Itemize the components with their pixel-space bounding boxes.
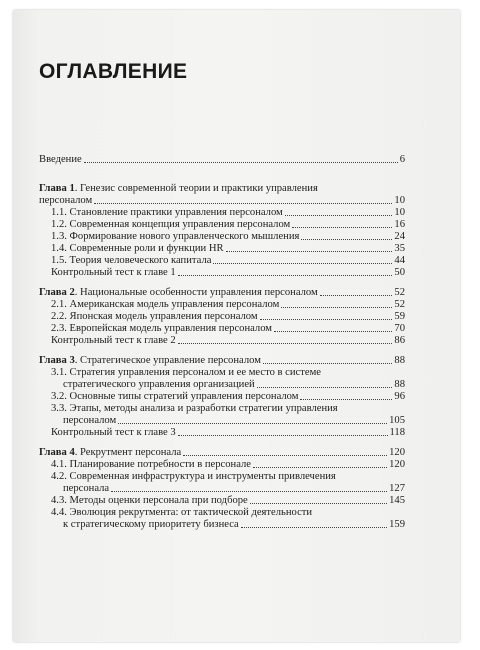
toc-page-number: 52 [394, 287, 405, 298]
toc-page-number: 88 [394, 355, 405, 366]
toc-line [39, 183, 405, 195]
toc-line [51, 311, 405, 323]
toc-page-number: 6 [399, 154, 405, 165]
toc-entry [39, 311, 405, 323]
dot-leader [257, 387, 393, 388]
toc-entry-text [51, 231, 299, 243]
dot-leader [226, 251, 393, 252]
chapter-title: Национальные особенности управления персоналом [80, 287, 318, 298]
toc-entry-text [51, 255, 211, 267]
section-title: 1.1. Становление практики управления персоналом [51, 207, 283, 218]
toc-entry-text [51, 495, 248, 507]
chapter-label: Глава 3 [39, 355, 75, 366]
toc-line [51, 403, 405, 415]
toc-entry-text: Глава 3. Стратегическое управление персоналом [39, 355, 261, 366]
section-title: 4.4. Эволюция рекрутмента: от тактической деятельности [51, 507, 313, 518]
dot-leader [183, 455, 387, 456]
toc-line [39, 287, 405, 299]
dot-leader [84, 162, 398, 163]
section-title: 1.2. Современная концепция управления персоналом [51, 219, 291, 230]
toc-entry-text [51, 323, 272, 335]
toc-entry-text [51, 459, 251, 471]
toc-entry-text [51, 311, 258, 323]
section-title: 4.3. Методы оценки персонала при подборе [51, 495, 248, 506]
chapter-title: Генезис современной теории и практики управления [80, 183, 318, 194]
toc-page-number: 120 [389, 459, 405, 470]
toc-page-number: 24 [394, 231, 405, 242]
toc-entry-text [63, 379, 255, 391]
toc-entry [39, 507, 405, 531]
toc-entry-text [51, 403, 338, 414]
toc-page-number: 145 [389, 495, 405, 506]
toc-page-number: 35 [394, 243, 405, 254]
chapter-title: персоналом [39, 195, 93, 206]
section-title: 1.5. Теория человеческого капитала [51, 255, 212, 266]
section-title: Контрольный тест к главе 3 [51, 427, 176, 438]
toc-page-number: 86 [394, 335, 405, 346]
toc-line [51, 519, 405, 531]
section-title: персоналом [63, 415, 117, 426]
dot-leader [111, 491, 387, 492]
section-title: 3.2. Основные типы стратегий управления персоналом [51, 391, 299, 402]
toc-entry [39, 391, 405, 403]
toc-entry-text [51, 471, 336, 482]
toc-line [51, 299, 405, 311]
section-title: Контрольный тест к главе 2 [51, 335, 176, 346]
dot-leader [263, 363, 393, 364]
section-title: 4.1. Планирование потребности в персонале [51, 459, 251, 470]
dot-leader [241, 527, 387, 528]
toc-entry-text [51, 267, 176, 279]
toc-entry [39, 495, 405, 507]
toc-page-number: 127 [389, 483, 405, 494]
dot-leader [300, 399, 392, 400]
toc-entry-text: Глава 2. Национальные особенности управления персоналом [39, 287, 318, 298]
toc-line [51, 243, 405, 255]
section-title: стратегического управления организацией [63, 379, 255, 390]
toc-page-number: 59 [394, 311, 405, 322]
toc-entry-intro [39, 154, 405, 166]
toc-line [51, 459, 405, 471]
toc-entry [39, 219, 405, 231]
chapter-label: Глава 2 [39, 287, 75, 298]
toc-page-number: 120 [389, 447, 405, 458]
toc-page-number: 105 [389, 415, 405, 426]
toc-line [51, 379, 405, 391]
spacer [39, 166, 405, 175]
dot-leader [274, 331, 392, 332]
dot-leader [260, 319, 393, 320]
toc-entry-text [63, 519, 239, 531]
toc-line [39, 447, 405, 459]
chapter-label: Глава 1 [39, 183, 75, 194]
toc-page-number: 52 [394, 299, 405, 310]
toc-entry-text: Глава 1. Генезис современной теории и практики управления [39, 183, 318, 194]
chapter-block [39, 447, 405, 531]
toc-page-number: 96 [394, 391, 405, 402]
dot-leader [250, 503, 387, 504]
dot-leader [301, 239, 392, 240]
section-title: 1.3. Формирование нового управленческого мышления [51, 231, 300, 242]
toc-entry-text [51, 243, 224, 255]
toc-line [51, 367, 405, 379]
toc-line [51, 507, 405, 519]
toc-entry [39, 427, 405, 439]
toc-entry-text [39, 195, 92, 207]
book-page [13, 10, 460, 642]
chapter-block [39, 355, 405, 439]
toc-entry-text: Глава 4. Рекрутмент персонала [39, 447, 182, 458]
toc-page-number: 16 [394, 219, 405, 230]
toc-line [51, 231, 405, 243]
toc-entry [39, 323, 405, 335]
dot-leader [285, 215, 393, 216]
toc-line [51, 471, 405, 483]
toc-line [51, 323, 405, 335]
toc-entry-text [51, 219, 290, 231]
toc-line [51, 495, 405, 507]
chapter-block [39, 183, 405, 279]
section-title: 1.4. Современные роли и функции HR [51, 243, 224, 254]
section-title: 2.1. Американская модель управления персоналом [51, 299, 280, 310]
dot-leader [292, 227, 392, 228]
toc-page-number: 50 [394, 267, 405, 278]
toc-entry [39, 367, 405, 391]
toc-line [51, 335, 405, 347]
toc-line [51, 427, 405, 439]
toc-entry [39, 335, 405, 347]
dot-leader [178, 275, 393, 276]
chapter-heading [39, 447, 405, 459]
section-title: персонала [63, 483, 110, 494]
toc-entry [39, 471, 405, 495]
dot-leader [281, 307, 392, 308]
toc-page-number: 159 [389, 519, 405, 530]
toc-line [51, 207, 405, 219]
chapter-heading [39, 287, 405, 299]
toc-line [51, 391, 405, 403]
toc-page-number: 10 [394, 195, 405, 206]
toc-page-number: 70 [394, 323, 405, 334]
dot-leader [213, 263, 392, 264]
dot-leader [253, 467, 387, 468]
toc-page-number: 44 [394, 255, 405, 266]
toc-page-number: 88 [394, 379, 405, 390]
chapter-title: Рекрутмент персонала [80, 447, 182, 458]
toc-entry-text [51, 427, 176, 439]
page-title: ОГЛАВЛЕНИЕ [39, 60, 188, 83]
section-title: 4.2. Современная инфраструктура и инструменты привлечения [51, 471, 336, 482]
table-of-contents [39, 154, 405, 531]
toc-entry [39, 299, 405, 311]
section-title: 2.3. Европейская модель управления персоналом [51, 323, 273, 334]
section-title: к стратегическому приоритету бизнеса [63, 519, 239, 530]
chapter-list [39, 183, 405, 531]
section-title: 2.2. Японская модель управления персоналом [51, 311, 258, 322]
toc-line [51, 415, 405, 427]
chapter-label: Глава 4 [39, 447, 75, 458]
dot-leader [178, 343, 393, 344]
toc-page-number: 10 [394, 207, 405, 218]
toc-entry [39, 267, 405, 279]
toc-line [51, 219, 405, 231]
section-title: Контрольный тест к главе 1 [51, 267, 176, 278]
chapter-heading [39, 183, 405, 207]
dot-leader [118, 423, 387, 424]
toc-page-number: 118 [389, 427, 405, 438]
toc-entry-text [51, 367, 321, 378]
toc-entry [39, 459, 405, 471]
toc-entry-text [63, 483, 109, 495]
toc-entry-text [51, 335, 176, 347]
toc-entry [39, 231, 405, 243]
toc-entry [39, 403, 405, 427]
dot-leader [94, 203, 392, 204]
toc-entry-text [51, 299, 279, 311]
toc-line [51, 483, 405, 495]
toc-entry [39, 243, 405, 255]
chapter-block [39, 287, 405, 347]
dot-leader [320, 295, 393, 296]
toc-entry-text [63, 415, 116, 427]
chapter-title: Стратегическое управление персоналом [80, 355, 261, 366]
toc-line [39, 355, 405, 367]
toc-entry-text [51, 391, 298, 403]
chapter-heading [39, 355, 405, 367]
toc-entry-text: Введение [39, 154, 82, 165]
toc-entry-text [51, 207, 283, 219]
toc-entry [39, 255, 405, 267]
toc-entry [39, 207, 405, 219]
toc-entry-text [51, 507, 312, 518]
section-title: 3.1. Стратегия управления персоналом и ее место в системе [51, 367, 321, 378]
section-title: 3.3. Этапы, методы анализа и разработки стратегии управления [51, 403, 338, 414]
toc-line [39, 195, 405, 207]
dot-leader [178, 435, 388, 436]
toc-line [51, 255, 405, 267]
toc-line [51, 267, 405, 279]
